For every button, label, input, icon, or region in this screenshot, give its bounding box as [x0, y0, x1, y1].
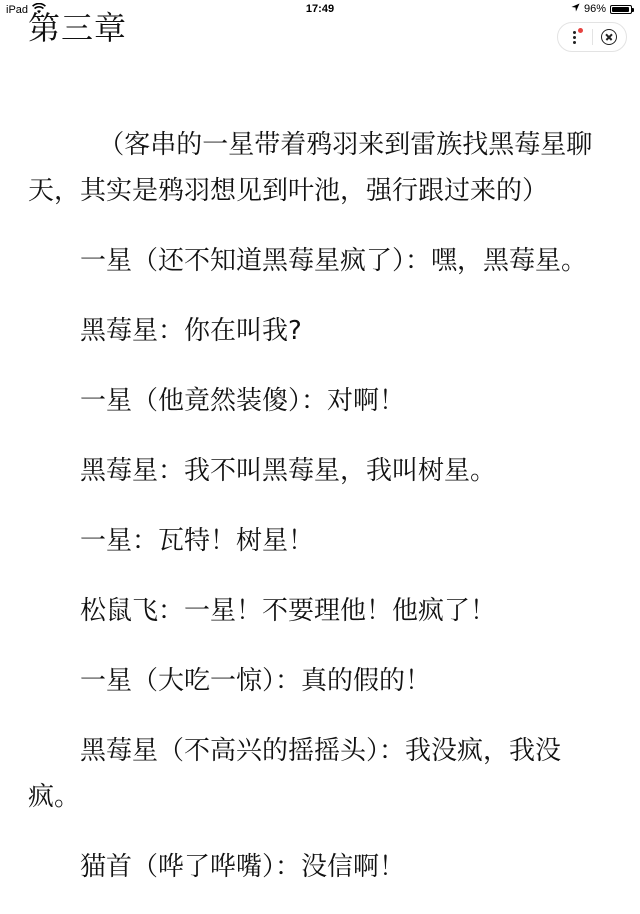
article-paragraph: 一星（还不知道黑莓星疯了）：嘿，黑莓星。 [80, 246, 588, 276]
capsule-menu [557, 22, 627, 52]
status-time: 17:49 [305, 3, 335, 15]
article-paragraph: 松鼠飞：一星！不要理他！他疯了！ [80, 596, 497, 626]
battery-level-fill [612, 7, 629, 12]
article-paragraph: 黑莓星：你在叫我? [80, 316, 302, 346]
battery-percent: 96% [583, 3, 606, 15]
article-paragraph: 一星：瓦特！树星！ [80, 526, 315, 556]
article-paragraph: （客串的一星带着鸦羽来到雷族找黑莓星聊天，其实是鸦羽想见到叶池，强行跟过来的） [28, 130, 593, 206]
more-button[interactable] [558, 23, 592, 51]
device-label: iPad [6, 4, 29, 16]
notification-dot [578, 28, 583, 33]
page-title: 第三章 [28, 9, 128, 47]
location-arrow-icon [571, 3, 580, 15]
close-circle-icon [601, 29, 617, 45]
article-paragraph: 一星（他竟然装傻）：对啊！ [80, 386, 406, 416]
article-paragraph: 一星（大吃一惊）：真的假的！ [80, 666, 432, 696]
close-button[interactable] [593, 23, 627, 51]
article-paragraph: 黑莓星（不高兴的摇摇头）：我没疯，我没疯。 [28, 736, 562, 812]
more-dots-icon [573, 31, 576, 44]
battery-icon [610, 5, 632, 14]
status-right [571, 3, 632, 15]
article-body [28, 122, 612, 914]
article-paragraph: 黑莓星：我不叫黑莓星，我叫树星。 [80, 456, 497, 486]
article-paragraph: 猫首（哗了哗嘴）：没信啊！ [80, 852, 406, 882]
